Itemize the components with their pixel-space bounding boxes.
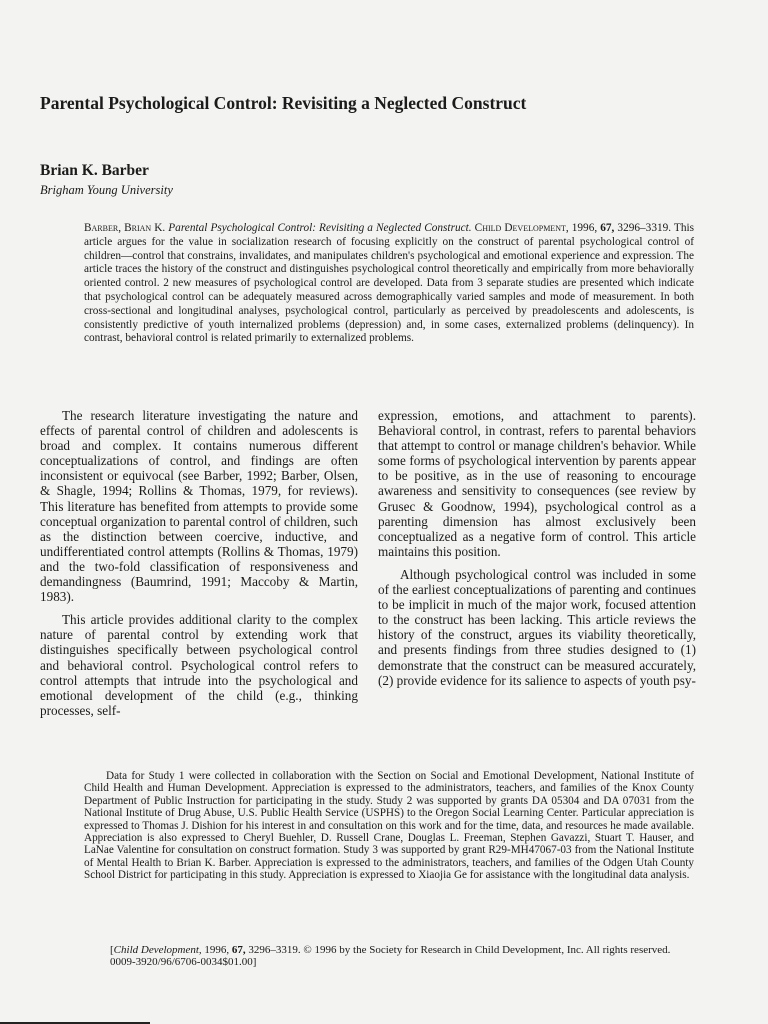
- left-paragraph-1: The research literature investigating the nature and effects of parental control of children and adolescents is broad and complex. It contains numerous different conceptualizations of control, and findings are often inconsistent or equivocal (see Barber, 1992; Barber, Olsen, & Shagle, 1994; Rollins & Thomas, 1979, for reviews). This literature has benefited from attempts to provide some conceptual organization to parental control of children, such as the distinction between coercive, inductive, and undifferentiated control attempts (Rollins & Thomas, 1979) and the two-fold classification of responsiveness and demandingness (Baumrind, 1991; Maccoby & Martin, 1983).: [40, 408, 358, 605]
- abstract-volume: 67,: [600, 222, 615, 234]
- citation-volume: 67,: [231, 944, 246, 956]
- right-paragraph-2: Although psychological control was included in some of the earliest conceptualizations of parenting and continues to be implicit in much of the major work, focused attention to the construct has been lacking. This article reviews the history of the construct, argues its viability theoretically, and presents findings from three studies designed to (1) demonstrate that the construct can be measured accurately, (2) provide evidence for its salience to aspects of youth psy-: [378, 566, 696, 688]
- abstract: [84, 222, 694, 346]
- left-paragraph-2: This article provides additional clarity to the complex nature of parental control by extending work that distinguishes specifically between psychological control and behavioral control. Psychological control refers to control attempts that intrude into the psychological and emotional development of the child (e.g., thinking processes, self-: [40, 612, 358, 718]
- right-paragraph-1: expression, emotions, and attachment to parents). Behavioral control, in contrast, refers to parental behaviors that attempt to control or manage children's behavior. While some forms of psychological intervention by parents appear to be positive, as in the use of reasoning to encourage awareness and sensitivity to consequences (see review by Grusec & Goodnow, 1994), psychological control as a parenting dimension has almost exclusively been conceptualized as a negative form of control. This article maintains this position.: [378, 408, 696, 559]
- left-column: [40, 408, 358, 726]
- citation-bracket: [: [110, 944, 114, 956]
- citation-journal: Child Development,: [113, 944, 202, 956]
- abstract-title: Parental Psychological Control: Revisiting a Neglected Construct.: [168, 222, 472, 234]
- author-affiliation: Brigham Young University: [40, 183, 173, 197]
- citation-year: 1996,: [204, 944, 230, 956]
- article-title: Parental Psychological Control: Revisiting a Neglected Construct: [40, 93, 527, 113]
- right-column: [378, 408, 696, 696]
- abstract-journal: Child Development,: [474, 222, 569, 234]
- abstract-author: Barber, Brian K.: [84, 222, 166, 234]
- abstract-year: 1996,: [571, 222, 598, 234]
- citation-line: [110, 944, 694, 969]
- author-name: Brian K. Barber: [40, 162, 149, 179]
- citation-rest: 3296–3319. © 1996 by the Society for Research in Child Development, Inc. All rights reserved. 0009-3920/96/6706-0034$01.00]: [110, 944, 671, 969]
- acknowledgment-footnote: Data for Study 1 were collected in collaboration with the Section on Social and Emotional Development, National Institute of Child Health and Human Development. Appreciation is expressed to the administrators, teachers, and families of the Knox County Department of Public Instruction for participating in the study. Study 2 was supported by grants DA 05304 and DA 07031 from the National Institute of Drug Abuse, U.S. Public Health Service (USPHS) to the Oregon Social Learning Center. Particular appreciation is expressed to Thomas J. Dishion for his interest in and consultation on this work and for the time, data, and resources he made available. Appreciation is also expressed to Cheryl Buehler, D. Russell Crane, Douglas L. Freeman, Stephen Gavazzi, Stuart T. Hauser, and LaNae Valentine for consultation on construct formation. Study 3 was supported by grant R29-MH47067-03 from the National Institute of Mental Health to Brian K. Barber. Appreciation is expressed to the administrators, teachers, and families of the Odgen Utah County School District for participating in this study. Appreciation is expressed to Xiaojia Ge for assistance with the longitudinal data analysis.: [84, 770, 694, 882]
- abstract-body: 3296–3319. This article argues for the value in socialization research of focusing explicitly on the construct of parental psychological control of children—control that constrains, invalidates, and manipulates children's psychological and emotional experience and expression. The article traces the history of the construct and distinguishes psychological control theoretically and empirically from more behaviorally oriented control. 2 new measures of psychological control are developed. Data from 3 separate studies are presented which indicate that psychological control can be adequately measured across demographically varied samples and mode of measurement. In both cross-sectional and longitudinal analyses, psychological control, particularly as perceived by preadolescents and adolescents, is consistently predictive of youth internalized problems (depression) and, in some cases, externalized problems (delinquency). In contrast, behavioral control is related primarily to externalized problems.: [84, 222, 695, 345]
